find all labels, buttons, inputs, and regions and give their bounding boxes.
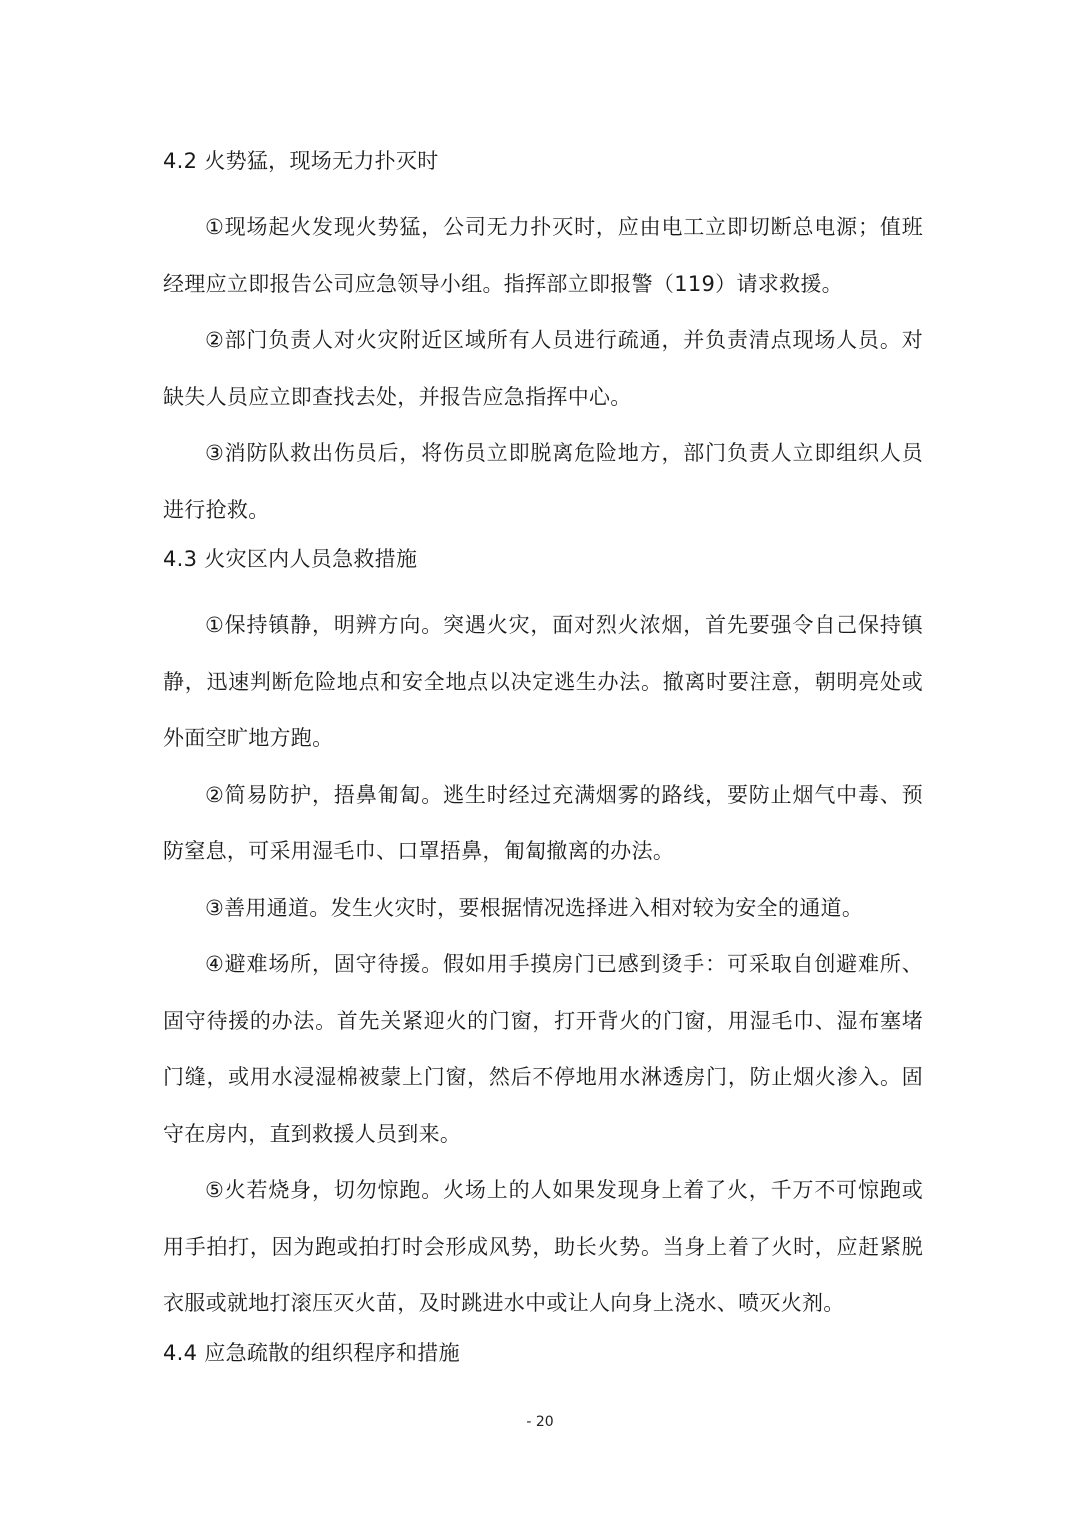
paragraph-4-3-5: ⑤火若烧身，切勿惊跑。火场上的人如果发现身上着了火，千万不可惊跑或用手拍打，因为跑或拍打时会形成风势，助长火势。当身上着了火时，应赶紧脱衣服或就地打滚压灭火苗，及时跳进水中或让人向身上浇水、喷灭火剂。 (163, 1178, 923, 1315)
paragraph-4-2-1: ①现场起火发现火势猛，公司无力扑灭时，应由电工立即切断总电源；值班经理应立即报告公司应急领导小组。指挥部立即报警（119）请求救援。 (163, 215, 923, 296)
section-heading-4-3: 4.3 火灾区内人员急救措施 (163, 547, 418, 571)
section-heading-4-4: 4.4 应急疏散的组织程序和措施 (163, 1340, 460, 1365)
page-body (163, 142, 923, 1391)
paragraph-4-3-4: ④避难场所，固守待援。假如用手摸房门已感到烫手：可采取自创避难所、固守待援的办法。首先关紧迎火的门窗，打开背火的门窗，用湿毛巾、湿布塞堵门缝，或用水浸湿棉被蒙上门窗，然后不停地用水淋透房门，防止烟火渗入。固守在房内，直到救援人员到来。 (163, 952, 923, 1146)
paragraph-4-3-3: ③善用通道。发生火灾时，要根据情况选择进入相对较为安全的通道。 (205, 895, 864, 920)
paragraph-4-2-3: ③消防队救出伤员后，将伤员立即脱离危险地方，部门负责人立即组织人员进行抢救。 (163, 441, 923, 522)
paragraph-4-3-2: ②简易防护，捂鼻匍匐。逃生时经过充满烟雾的路线，要防止烟气中毒、预防窒息，可采用湿毛巾、口罩捂鼻，匍匐撤离的办法。 (163, 782, 923, 863)
paragraph-4-2-2: ②部门负责人对火灾附近区域所有人员进行疏通，并负责清点现场人员。对缺失人员应立即查找去处，并报告应急指挥中心。 (163, 328, 923, 409)
section-heading-4-2: 4.2 火势猛，现场无力扑灭时 (163, 149, 439, 173)
paragraph-4-3-1: ①保持镇静，明辨方向。突遇火灾，面对烈火浓烟，首先要强令自己保持镇静，迅速判断危险地点和安全地点以决定逃生办法。撤离时要注意，朝明亮处或外面空旷地方跑。 (163, 613, 923, 750)
page-number: - 20 (526, 1414, 554, 1430)
